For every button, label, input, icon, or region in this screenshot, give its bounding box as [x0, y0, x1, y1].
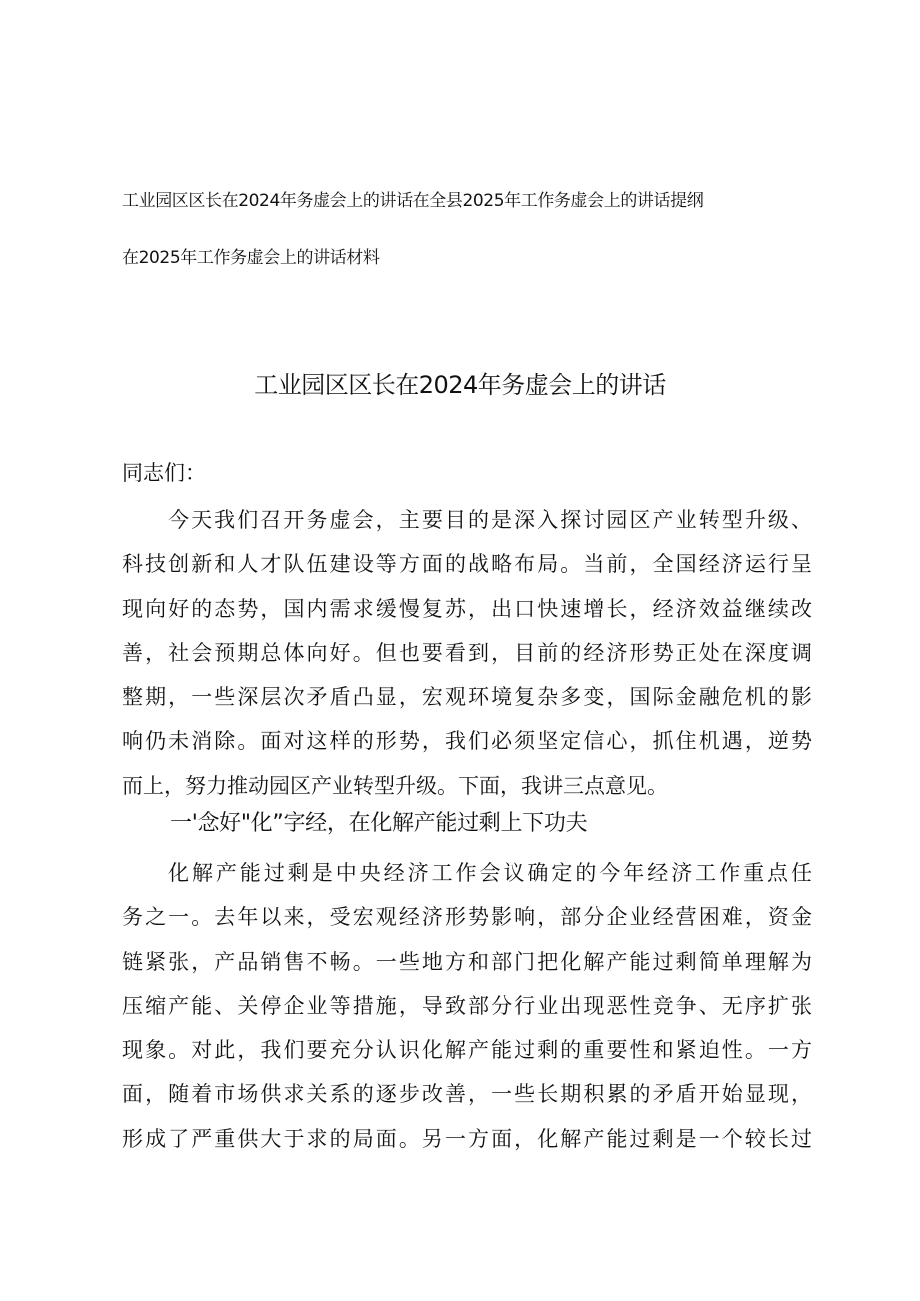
paragraph-line: 链紧张，产品销售不畅。一些地方和部门把化解产能过剩简单理解为 [122, 949, 812, 974]
paragraph-line: 务之一。去年以来，受宏观经济形势影响，部分企业经营困难，资金 [122, 905, 812, 930]
paragraph-line: 善，社会预期总体向好。但也要看到，目前的经济形势正处在深度调 [122, 640, 812, 665]
paragraph-line: 形成了严重供大于求的局面。另一方面，化解产能过剩是一个较长过 [122, 1126, 812, 1151]
salutation: 同志们： [122, 461, 206, 485]
paragraph-line: 整期，一些深层次矛盾凸显，宏观环境复杂多变，国际金融危机的影 [122, 685, 812, 710]
paragraph-2 [122, 851, 812, 1161]
paragraph-1 [122, 498, 812, 808]
paragraph-line: 面，随着市场供求关系的逐步改善，一些长期积累的矛盾开始显现， [122, 1082, 812, 1107]
page-title: 工业园区区长在2024年务虚会上的讲话 [254, 371, 666, 399]
paragraph-line: 响仍未消除。面对这样的形势，我们必须坚定信心，抓住机遇，逆势 [122, 729, 812, 754]
toc-line-2: 在2025年工作务虚会上的讲话材料 [122, 248, 380, 268]
paragraph-line: 现向好的态势，国内需求缓慢复苏，出口快速增长，经济效益继续改 [122, 596, 812, 621]
toc-line-1: 工业园区区长在2024年务虚会上的讲话在全县2025年工作务虚会上的讲话提纲 [122, 191, 704, 211]
paragraph-line: 压缩产能、关停企业等措施，导致部分行业出现恶性竞争、无序扩张 [122, 993, 812, 1018]
paragraph-line: 而上，努力推动园区产业转型升级。下面，我讲三点意见。 [122, 773, 668, 798]
paragraph-line: 现象。对此，我们要充分认识化解产能过剩的重要性和紧迫性。一方 [122, 1038, 812, 1063]
paragraph-line: 科技创新和人才队伍建设等方面的战略布局。当前，全国经济运行呈 [122, 552, 812, 577]
section-heading-1: 一'念好"化”字经，在化解产能过剩上下功夫 [170, 811, 588, 836]
paragraph-line: 今天我们召开务虚会，主要目的是深入探讨园区产业转型升级、 [168, 508, 812, 532]
paragraph-line: 化解产能过剩是中央经济工作会议确定的今年经济工作重点任 [168, 861, 812, 885]
